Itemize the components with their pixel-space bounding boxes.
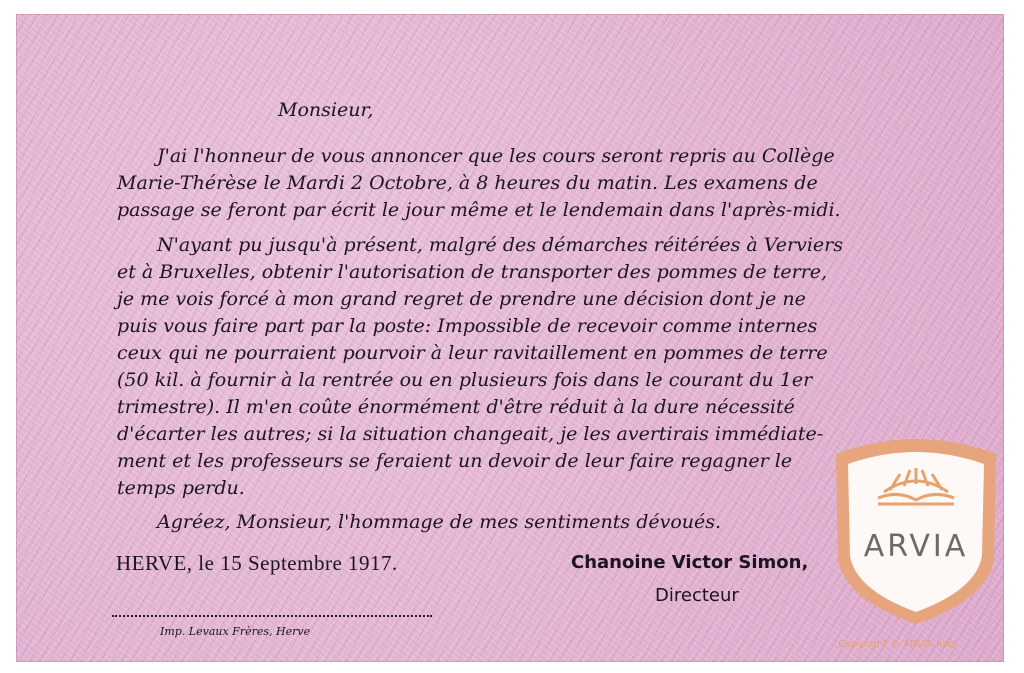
closing-line: Agréez, Monsieur, l'hommage de mes sentiments dévoués. xyxy=(157,511,722,533)
salutation: Monsieur, xyxy=(278,99,374,121)
signer-title: Directeur xyxy=(655,585,739,606)
body-line: passage se feront par écrit le jour même et le lendemain dans l'après-midi. xyxy=(117,199,841,221)
printer-imprint: Imp. Levaux Frères, Herve xyxy=(160,625,311,638)
body-line: Marie-Thérèse le Mardi 2 Octobre, à 8 heures du matin. Les examens de xyxy=(117,172,818,194)
body-line: ment et les professeurs se feraient un devoir de leur faire regagner le xyxy=(117,450,793,472)
arvia-logo xyxy=(826,432,1006,628)
body-line: J'ai l'honneur de vous annoncer que les cours seront repris au Collège xyxy=(157,145,835,167)
body-line: N'ayant pu jusqu'à présent, malgré des démarches réitérées à Verviers xyxy=(157,234,843,256)
place-date: HERVE, le 15 Septembre 1917. xyxy=(116,551,398,575)
body-line: ceux qui ne pourraient pourvoir à leur ravitaillement en pommes de terre xyxy=(117,342,828,364)
body-line: (50 kil. à fournir à la rentrée ou en plusieurs fois dans le courant du 1er xyxy=(117,369,813,391)
signer-name: Chanoine Victor Simon, xyxy=(571,552,809,573)
copyright-watermark: Copyright © ARVIA asbl xyxy=(838,639,957,650)
body-line: puis vous faire part par la poste: Impossible de recevoir comme internes xyxy=(117,315,818,337)
body-line: d'écarter les autres; si la situation changeait, je les avertirais immédiate- xyxy=(117,423,824,445)
body-line: temps perdu. xyxy=(117,477,245,499)
dotted-rule xyxy=(112,615,432,617)
body-line: je me vois forcé à mon grand regret de prendre une décision dont je ne xyxy=(117,288,806,310)
body-line: trimestre). Il m'en coûte énormément d'être réduit à la dure nécessité xyxy=(117,396,795,418)
body-line: et à Bruxelles, obtenir l'autorisation de transporter des pommes de terre, xyxy=(117,261,828,283)
logo-text: ARVIA xyxy=(863,529,969,564)
